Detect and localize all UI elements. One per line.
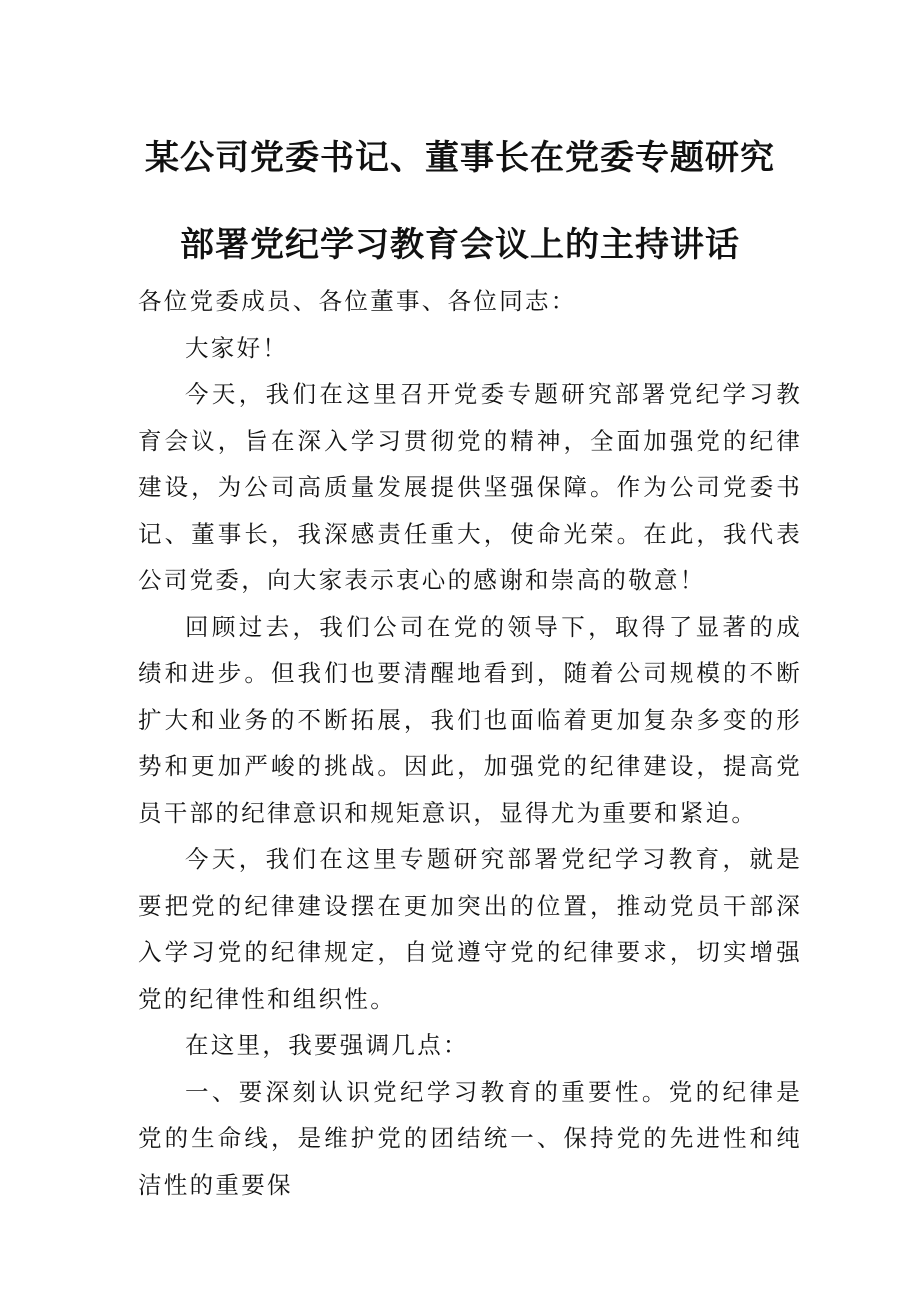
document-body	[138, 278, 802, 1208]
document-title-line-2: 部署党纪学习教育会议上的主持讲话	[180, 225, 740, 265]
document-title-line-1: 某公司党委书记、董事长在党委专题研究	[145, 138, 775, 178]
paragraph-greeting: 大家好！	[185, 333, 289, 362]
paragraph-emphasis-intro: 在这里，我要强调几点：	[185, 1031, 469, 1059]
paragraph-point-one: 一、要深刻认识党纪学习教育的重要性。党的纪律是党的生命线，是维护党的团结统一、保持党的先进性和纯洁性的重要保	[138, 1077, 802, 1199]
salutation: 各位党委成员、各位董事、各位同志：	[138, 287, 577, 315]
paragraph-review: 回顾过去，我们公司在党的领导下，取得了显著的成绩和进步。但我们也要清醒地看到，随着公司规模的不断扩大和业务的不断拓展，我们也面临着更加复杂多变的形势和更加严峻的挑战。因此，加强党的纪律建设，提高党员干部的纪律意识和规矩意识，显得尤为重要和紧迫。	[138, 612, 802, 827]
paragraph-purpose: 今天，我们在这里专题研究部署党纪学习教育，就是要把党的纪律建设摆在更加突出的位置，推动党员干部深入学习党的纪律规定，自觉遵守党的纪律要求，切实增强党的纪律性和组织性。	[138, 845, 802, 1013]
paragraph-opening: 今天，我们在这里召开党委专题研究部署党纪学习教育会议，旨在深入学习贯彻党的精神，全面加强党的纪律建设，为公司高质量发展提供坚强保障。作为公司党委书记、董事长，我深感责任重大，使命光荣。在此，我代表公司党委，向大家表示衷心的感谢和崇高的敬意！	[138, 380, 802, 594]
